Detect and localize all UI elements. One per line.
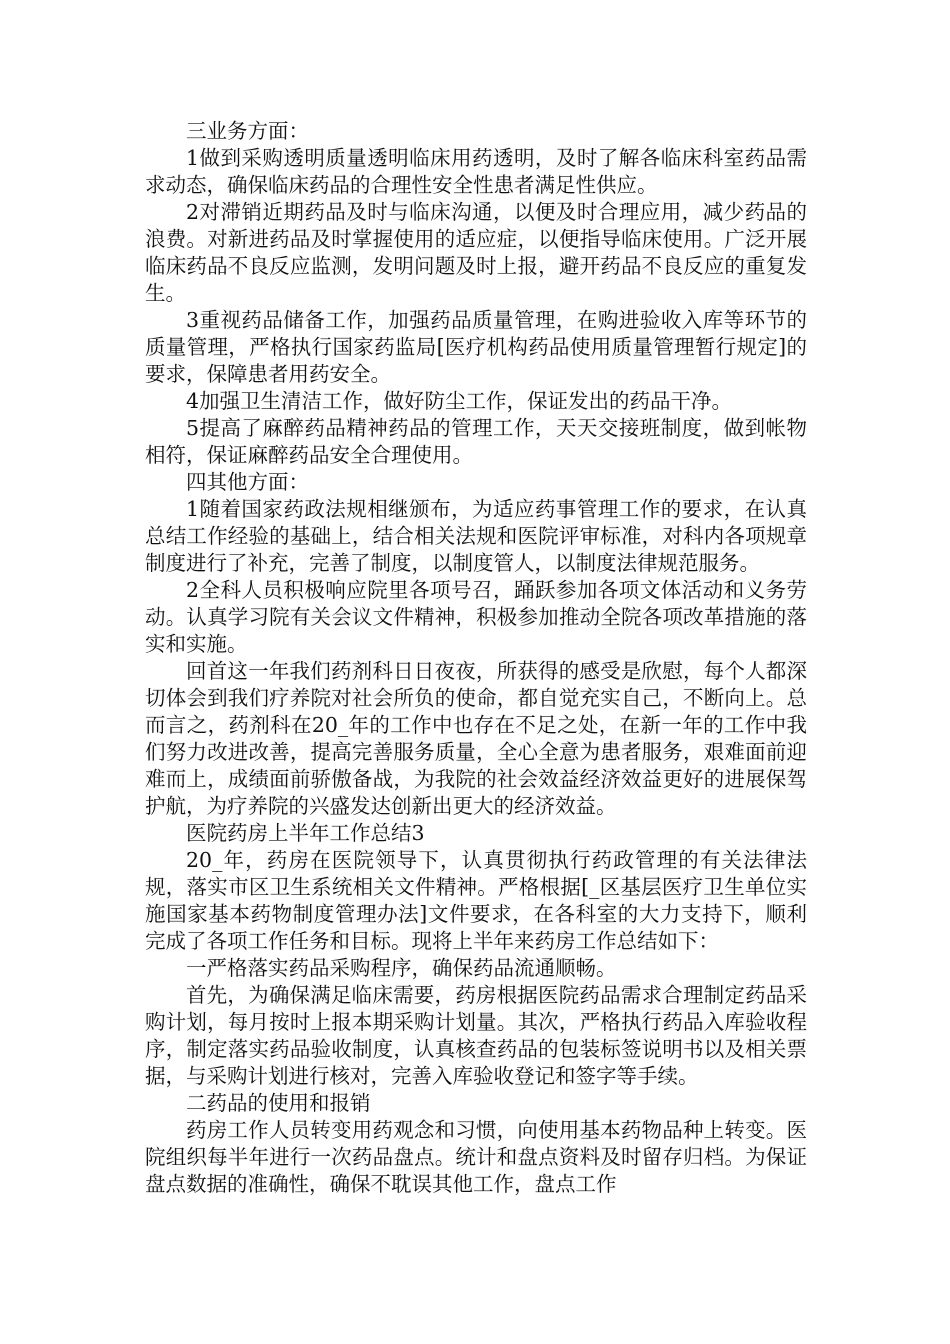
document-title: 医院药房上半年工作总结3 [186,821,425,845]
section-heading-usage: 二药品的使用和报销 [186,1091,371,1115]
paragraph: 3重视药品储备工作，加强药品质量管理，在购进验收入库等环节的质量管理，严格执行国家药监局[医疗机构药品使用质量管理暂行规定]的要求，保障患者用药安全。 [145,308,807,386]
section-heading-business: 三业务方面： [186,119,309,143]
paragraph: 1做到采购透明质量透明临床用药透明，及时了解各临床科室药品需求动态，确保临床药品的合理性安全性患者满足性供应。 [145,146,807,197]
paragraph: 药房工作人员转变用药观念和习惯，向使用基本药物品种上转变。医院组织每半年进行一次药品盘点。统计和盘点资料及时留存归档。为保证盘点数据的准确性，确保不耽误其他工作，盘点工作 [145,1118,807,1196]
paragraph: 回首这一年我们药剂科日日夜夜，所获得的感受是欣慰，每个人都深切体会到我们疗养院对社会所负的使命，都自觉充实自己，不断向上。总而言之，药剂科在20_年的工作中也存在不足之处，在新一年的工作中我们努力改进改善，提高完善服务质量，全心全意为患者服务，艰难面前迎难而上，成绩面前骄傲备战，为我院的社会效益经济效益更好的进展保驾护航，为疗养院的兴盛发达创新出更大的经济效益。 [145,659,807,818]
document-body [145,118,807,1198]
paragraph: 首先，为确保满足临床需要，药房根据医院药品需求合理制定药品采购计划，每月按时上报本期采购计划量。其次，严格执行药品入库验收程序，制定落实药品验收制度，认真核查药品的包装标签说明书以及相关票据，与采购计划进行核对，完善入库验收登记和签字等手续。 [145,983,807,1088]
paragraph: 4加强卫生清洁工作，做好防尘工作，保证发出的药品干净。 [186,389,733,413]
paragraph: 1随着国家药政法规相继颁布，为适应药事管理工作的要求，在认真总结工作经验的基础上，结合相关法规和医院评审标准，对科内各项规章制度进行了补充，完善了制度，以制度管人，以制度法律规范服务。 [145,497,807,575]
paragraph: 2对滞销近期药品及时与临床沟通，以便及时合理应用，减少药品的浪费。对新进药品及时掌握使用的适应症，以便指导临床使用。广泛开展临床药品不良反应监测，发明问题及时上报，避开药品不良反应的重复发生。 [145,200,807,305]
section-heading-other: 四其他方面： [186,470,309,494]
section-heading-procurement: 一严格落实药品采购程序，确保药品流通顺畅。 [186,956,617,980]
paragraph: 2全科人员积极响应院里各项号召，踊跃参加各项文体活动和义务劳动。认真学习院有关会议文件精神，积极参加推动全院各项改革措施的落实和实施。 [145,578,807,656]
paragraph: 5提高了麻醉药品精神药品的管理工作，天天交接班制度，做到帐物相符，保证麻醉药品安全合理使用。 [145,416,807,467]
paragraph: 20_年，药房在医院领导下，认真贯彻执行药政管理的有关法律法规，落实市区卫生系统相关文件精神。严格根据[_区基层医疗卫生单位实施国家基本药物制度管理办法]文件要求，在各科室的大力支持下，顺利完成了各项工作任务和目标。现将上半年来药房工作总结如下： [145,848,807,953]
